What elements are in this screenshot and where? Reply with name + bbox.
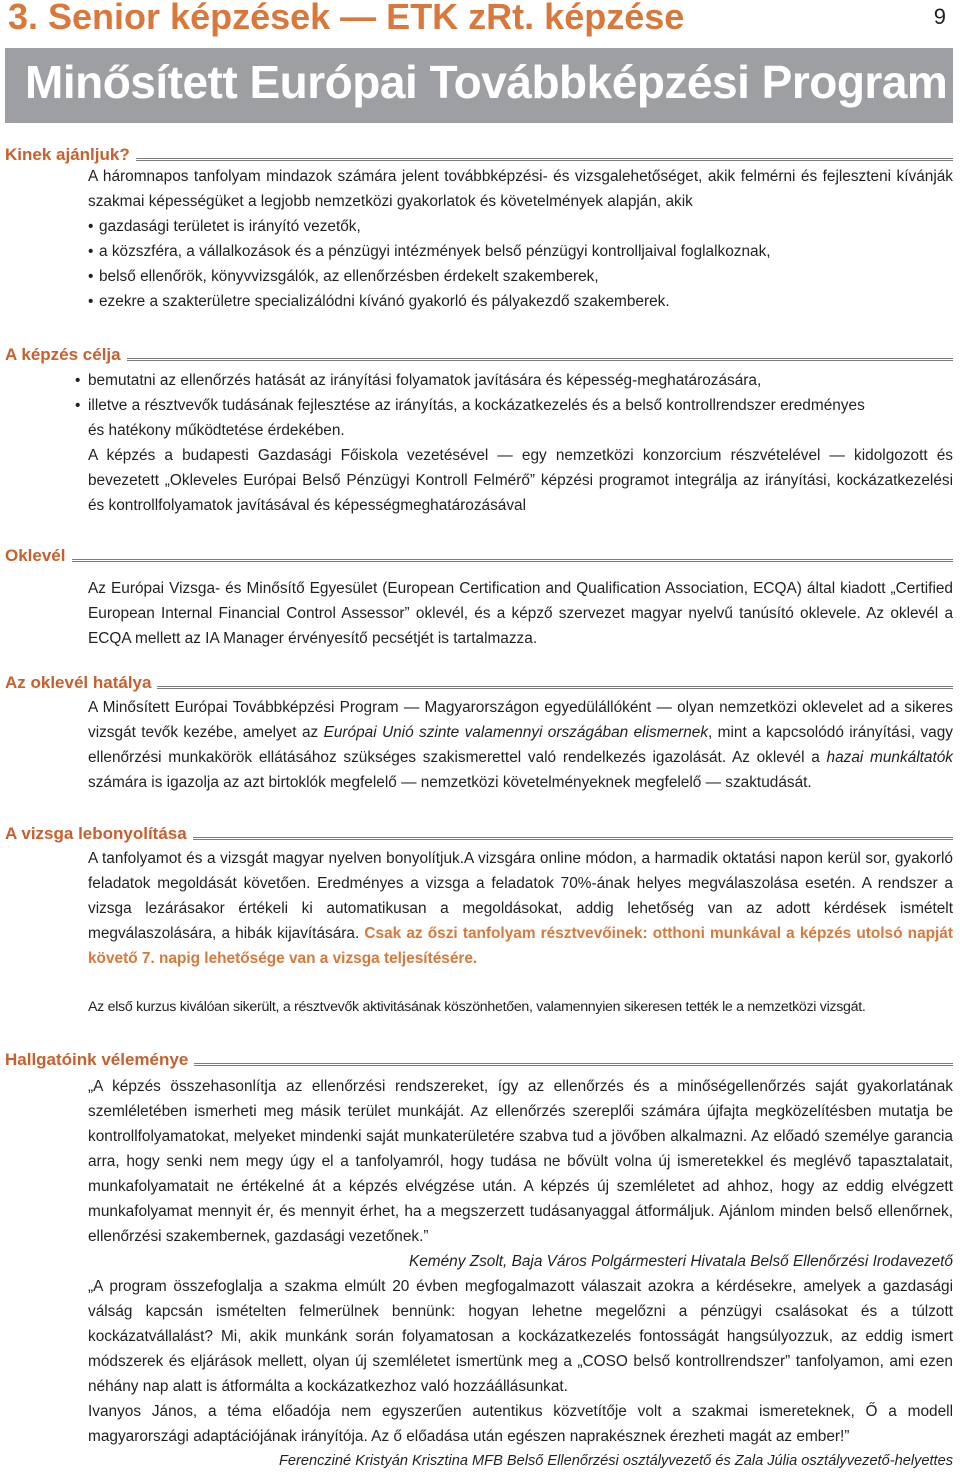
list-item: • gazdasági területet is irányító vezetők, bbox=[88, 214, 953, 239]
section-divider bbox=[72, 559, 954, 562]
list-item: • illetve a résztvevők tudásának fejlesztése az irányítás, a kockázatkezelés és a belső kontrollrendszer eredményes bbox=[75, 393, 953, 418]
section-hatalya bbox=[5, 671, 953, 795]
section-heading-label: A képzés célja bbox=[5, 345, 121, 364]
banner-title: Minősített Európai Továbbképzési Program bbox=[25, 56, 948, 108]
testimonial-author: Ferencziné Kristyán Krisztina MFB Belső Ellenőrzési osztályvezető és Zala Júlia osztályvezető-helyettes bbox=[278, 1453, 953, 1469]
intro-paragraph: A háromnapos tanfolyam mindazok számára jelent továbbképzési- és vizsgalehetőséget, akik felmérni és fejleszteni kívánják szakmai képességüket a legjobb nemzetközi gyakorlatok és követelmények alapján, akik bbox=[88, 168, 953, 210]
program-banner bbox=[5, 48, 953, 123]
section-kinek bbox=[5, 143, 953, 314]
section-heading bbox=[5, 143, 953, 165]
section-heading-label: Oklevél bbox=[5, 546, 66, 565]
section-heading bbox=[5, 1048, 953, 1070]
testimonial-quote: „A program összefoglalja a szakma elmúlt 20 évben megfogalmazott válaszait azokra a kérdésekre, amelyek a gazdasági válság kapcsán ismételten felmerülnek bennünk: hogyan lehetne megelőzni a pénzügyi csalásokat és a túlzott kockázatvállalást? Mi, akik munkánk során folyamatosan a kockázatkezelés fontosságát hangsúlyozzuk, az eddig ismert módszerek és eljárások mellett, olyan új szemléletet ismertünk meg a „COSO belső kontrollrendszer” tanfolyamon, ami ezen néhány nap alatt is átformálta a kockázatkezhoz való hozzáállásunkat. bbox=[88, 1278, 953, 1395]
testimonial-author: Kemény Zsolt, Baja Város Polgármesteri Hivatala Belső Ellenőrzési Irodavezető bbox=[408, 1253, 953, 1270]
validity-text: , mint a kapcsolódó irányítási, vagy ellenőrzési munkakörök ellátásához szükséges szakismerettel való rendelkezés igazolását. Az oklevél a bbox=[88, 724, 953, 766]
section-heading-label: Kinek ajánljuk? bbox=[5, 145, 130, 164]
testimonial-quote: „A képzés összehasonlítja az ellenőrzési rendszereket, így az ellenőrzés és a minőségellenőrzés saját gyakorlatának szemléletében ismerheti meg másik terület munkáját. Az ellenőrzés szereplői számára újfajta megközelítésben mutatja be kontrollfolyamatokat, melyeket mindenki saját munkaterületére szabva tud a jövőben alkalmazni. Az előadó személye garancia arra, hogy senki nem megy úgy el a tanfolyamról, hogy tudása ne bővült volna új ismeretekkel és meglévő tapasztalatait, munkafolyamatait ne értékelné át a képzés elvégzése után. A képzés új szemléletet ad ahhoz, hogy az eddig elvégzett munkafolyamat mennyit ér, és mennyit érhet, ha a megszerzett tudásanyaggal átformáljuk. Ajánlom minden belső ellenőrnek, ellenőrzési szakembernek, gazdasági vezetőnek.” bbox=[88, 1078, 953, 1245]
validity-paragraph bbox=[88, 695, 953, 795]
section-heading bbox=[5, 343, 953, 365]
section-heading-label: A vizsga lebonyolítása bbox=[5, 824, 187, 843]
validity-text: A Minősített Európai Továbbképzési Program — Magyarországon egyedülállóként — olyan nemzetközi oklevelet ad a sikeres vizsgát tevők kezébe, amelyet az bbox=[88, 699, 953, 741]
exam-text: A tanfolyamot és a vizsgát magyar nyelven bonyolítjuk.A vizsgára online módon, a harmadik oktatási napon kerül sor, gyakorló feladatok megoldását követően. Eredményes a vizsga a feladatok 70%-ának helyes megválaszolása esetén. A rendszer a vizsga lezárásakor értékeli ki automatikusan a megoldásokat, addig lehetőség van az adott kérdések ismételt megválaszolására, a hibák kijavítására. bbox=[88, 850, 953, 942]
section-divider bbox=[127, 358, 953, 361]
validity-emphasis: Európai Unió szinte valamennyi országában elismernek bbox=[323, 724, 709, 741]
section-oklevel bbox=[5, 544, 953, 651]
exam-paragraph bbox=[88, 846, 953, 971]
validity-text: számára is igazolja az azt birtoklók megfelelő — nemzetközi követelményeknek megfelelő — szaktudását. bbox=[88, 774, 812, 791]
section-divider bbox=[157, 686, 953, 689]
section-divider bbox=[193, 837, 953, 840]
section-heading bbox=[5, 671, 953, 693]
page-number: 9 bbox=[933, 4, 946, 29]
section-heading bbox=[5, 822, 953, 844]
validity-emphasis: hazai munkáltatók bbox=[826, 749, 953, 766]
goal-list bbox=[75, 368, 953, 418]
section-velemenye bbox=[5, 1048, 953, 1474]
section-heading-label: Az oklevél hatálya bbox=[5, 673, 152, 692]
page-title: 3. Senior képzések — ETK zRt. képzése bbox=[8, 0, 685, 37]
section-heading bbox=[5, 544, 953, 566]
list-item: • a közszféra, a vállalkozások és a pénzügyi intézmények belső pénzügyi kontrolljaival foglalkoznak, bbox=[88, 239, 953, 264]
exam-note: Az első kurzus kiválóan sikerült, a résztvevők aktivitásának köszönhetően, valamennyien sikeresen tették le a nemzetközi vizsgát. bbox=[88, 999, 866, 1015]
exam-highlight: Csak az őszi tanfolyam résztvevőinek: otthoni munkával a képzés utolsó napját követő 7. napig lehetősége van a vizsga teljesítésére. bbox=[88, 925, 953, 967]
list-item: • bemutatni az ellenőrzés hatását az irányítási folyamatok javítására és képesség-meghatározására, bbox=[75, 368, 953, 393]
audience-list bbox=[88, 214, 953, 314]
certificate-paragraph: Az Európai Vizsga- és Minősítő Egyesület (European Certification and Qualification Association, ECQA) által kiadott „Certified European Internal Financial Control Assessor” oklevél, és a képző szervezet magyar nyelvű tanúsító oklevele. Az oklevél a ECQA mellett az IA Manager érvényesítő pecsétjét is tartalmazza. bbox=[88, 580, 953, 647]
list-item: • ezekre a szakterületre specializálódni kívánó gyakorló és pályakezdő szakemberek. bbox=[88, 289, 953, 314]
goal-continuation: és hatékony működtetése érdekében. bbox=[88, 422, 345, 439]
section-heading-label: Hallgatóink véleménye bbox=[5, 1050, 189, 1069]
list-item: • belső ellenőrök, könyvvizsgálók, az ellenőrzésben érdekelt szakemberek, bbox=[88, 264, 953, 289]
section-divider bbox=[194, 1063, 953, 1066]
section-divider bbox=[136, 158, 953, 161]
section-vizsga bbox=[5, 822, 953, 1020]
testimonial-quote: Ivanyos János, a téma előadója nem egyszerűen autentikus közvetítője volt a szakmai ismereteknek, Ő a modell magyarországi adaptációjának irányítója. Az ő előadása után egészen naprakésznek érezheti magát az ember!” bbox=[88, 1403, 953, 1445]
goal-paragraph: A képzés a budapesti Gazdasági Főiskola vezetésével — egy nemzetközi konzorcium részvételével — kidolgozott és bevezetett „Okleveles Európai Belső Pénzügyi Kontroll Felmérő” képzési programot integrálja az irányítási, kockázatkezelési és kontrollfolyamatok javításával és képességmeghatározásával bbox=[88, 447, 953, 514]
section-celja bbox=[5, 343, 953, 518]
